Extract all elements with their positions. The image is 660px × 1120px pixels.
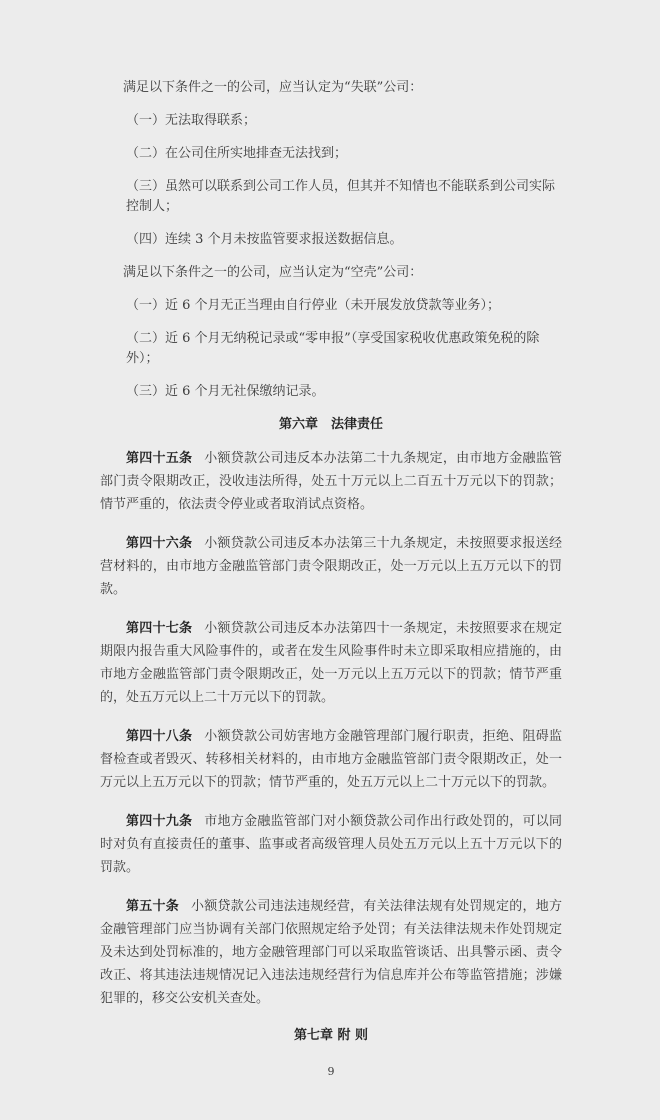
- article-47: [100, 617, 562, 709]
- article-text: 小额贷款公司妨害地方金融管理部门履行职责，拒绝、阻碍监督检查或者毁灭、转移相关材料的，由市地方金融监管部门责令限期改正，处一万元以上五万元以下的罚款；情节严重的，处五万元以上二十万元以下的罚款。: [100, 729, 562, 790]
- intro-lost: 满足以下条件之一的公司，应当认定为“失联”公司：: [123, 80, 423, 95]
- list-item: （一）近 6 个月无正当理由自行停业（未开展发放贷款等业务）；: [126, 298, 501, 313]
- intro-shell: 满足以下条件之一的公司，应当认定为“空壳”公司：: [123, 265, 423, 280]
- article-text: 小额贷款公司违法违规经营，有关法律法规有处罚规定的，地方金融管理部门应当协调有关部门依照规定给予处罚；有关法律法规未作处罚规定及未达到处罚标准的，地方金融管理部门可以采取监管谈话、出具警示函、责令改正、将其违法违规情况记入违法违规经营行为信息库并公布等监管措施；涉嫌犯罪的，移交公安机关查处。: [100, 899, 562, 1006]
- list-item: （一）无法取得联系；: [126, 113, 257, 128]
- list-item: （三）虽然可以联系到公司工作人员，但其并不知情也不能联系到公司实际控制人；: [126, 179, 556, 214]
- article-48: [100, 725, 562, 794]
- page-number: 9: [327, 1065, 335, 1078]
- article-49: [100, 810, 562, 879]
- article-number: 第四十八条: [126, 729, 193, 744]
- article-text: 市地方金融监管部门对小额贷款公司作出行政处罚的，可以同时对负有直接责任的董事、监事或者高级管理人员处五万元以上五十万元以下的罚款。: [100, 814, 562, 875]
- article-number: 第四十七条: [126, 621, 193, 636]
- list-item: （四）连续 3 个月未按监管要求报送数据信息。: [126, 232, 403, 247]
- article-50: [100, 895, 562, 1010]
- article-45: [100, 447, 562, 516]
- chapter-heading: 第七章 附 则: [293, 1028, 369, 1043]
- article-text: 小额贷款公司违反本办法第二十九条规定，由市地方金融监管部门责令限期改正，没收违法所得，处五十万元以上二百五十万元以下的罚款；情节严重的，依法责令停业或者取消试点资格。: [100, 451, 562, 512]
- article-number: 第五十条: [126, 899, 180, 914]
- list-item: （二）在公司住所实地排查无法找到；: [126, 146, 348, 161]
- chapter-heading: 第六章 法律责任: [278, 417, 383, 432]
- article-text: 小额贷款公司违反本办法第四十一条规定，未按照要求在规定期限内报告重大风险事件的，或者在发生风险事件时未立即采取相应措施的，由市地方金融监管部门责令限期改正，处一万元以上五万元以下的罚款；情节严重的，处五万元以上二十万元以下的罚款。: [100, 621, 562, 705]
- article-46: [100, 532, 562, 601]
- list-item: （三）近 6 个月无社保缴纳记录。: [126, 384, 325, 399]
- article-number: 第四十九条: [126, 814, 193, 829]
- article-number: 第四十六条: [126, 536, 193, 551]
- article-text: 小额贷款公司违反本办法第三十九条规定，未按照要求报送经营材料的，由市地方金融监管部门责令限期改正，处一万元以上五万元以下的罚款。: [100, 536, 562, 597]
- article-number: 第四十五条: [126, 451, 193, 466]
- list-item: （二）近 6 个月无纳税记录或“零申报”（享受国家税收优惠政策免税的除外）；: [126, 331, 540, 366]
